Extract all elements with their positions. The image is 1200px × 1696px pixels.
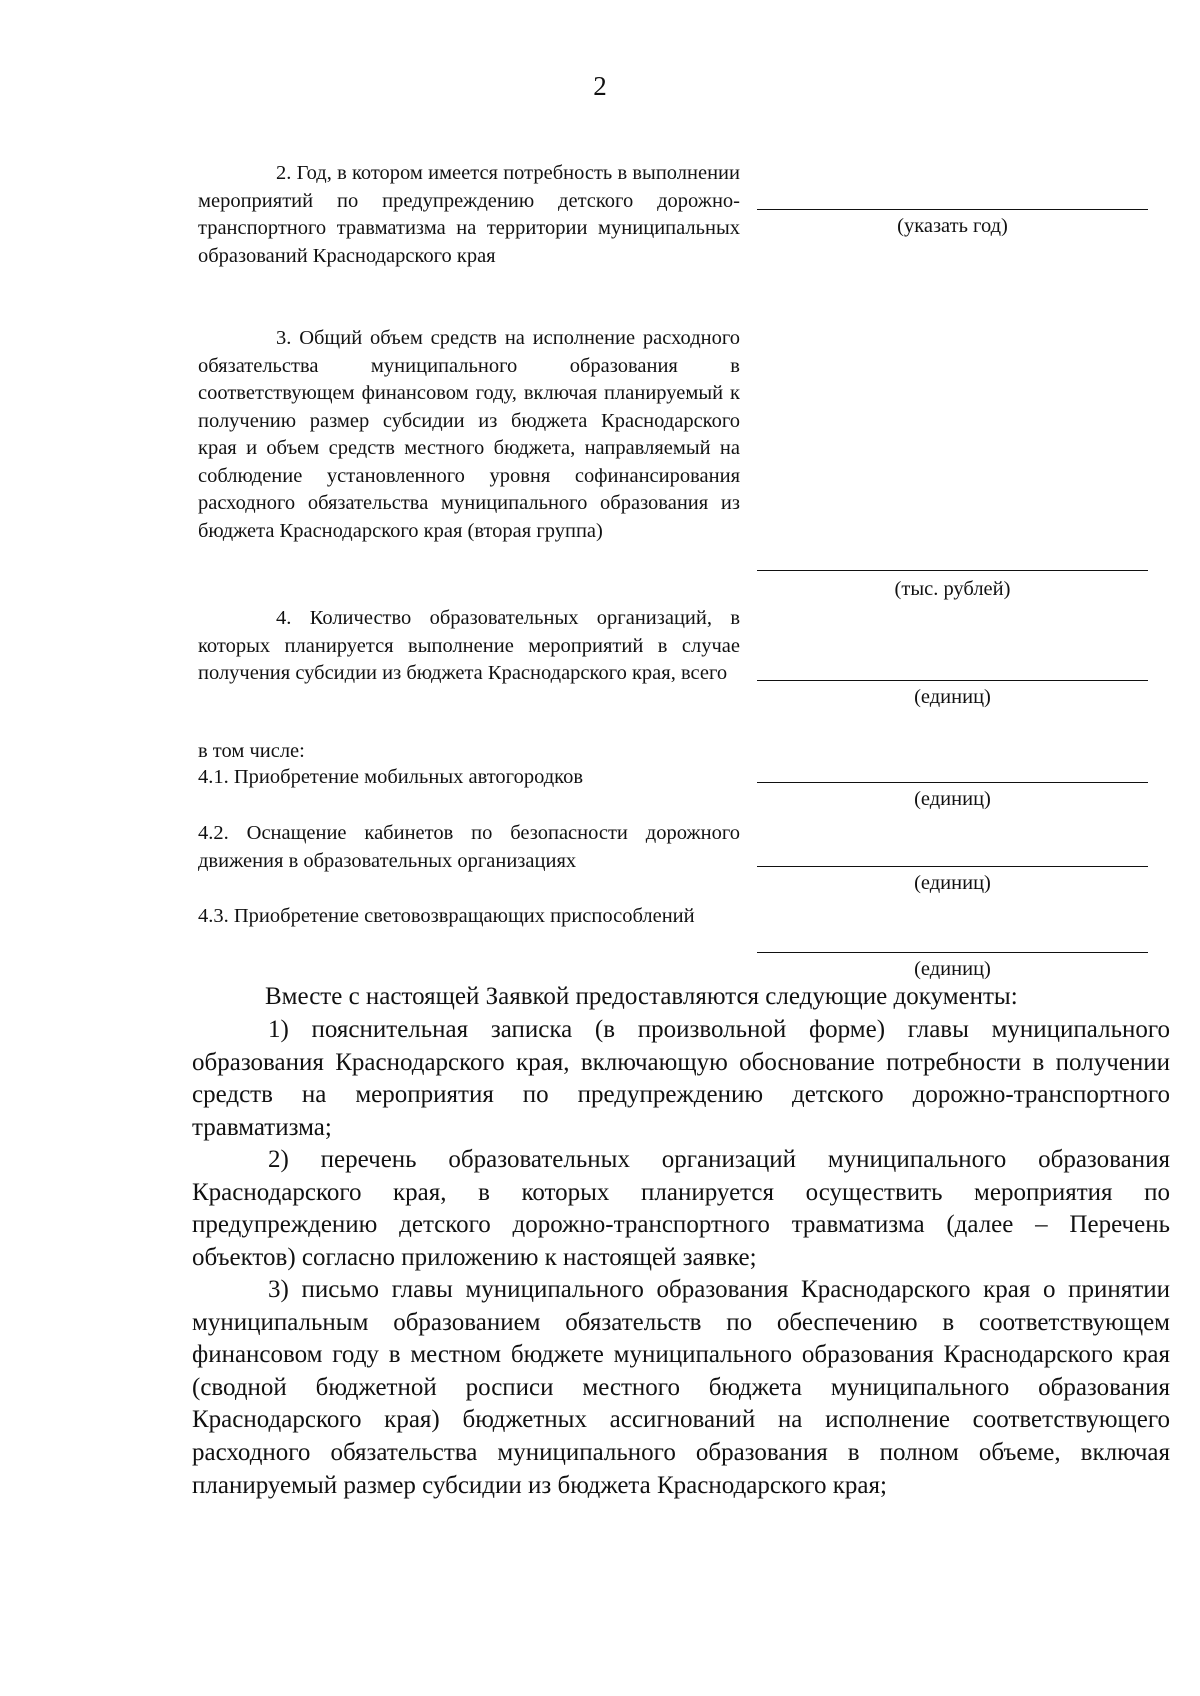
- fill-line-reflective-devices[interactable]: [757, 952, 1148, 953]
- unit-label-mobile-autotowns: (единиц): [914, 788, 991, 810]
- form-item-org-count: 4. Количество образовательных организаций, в которых планируется выполнение мероприятий в случае получения субсидии из бюджета Краснодарского края, всего: [198, 607, 740, 684]
- document-item-1: 1) пояснительная записка (в произвольной форме) главы муниципального образования Краснодарского края, включающую обоснование потребности в получении средств на мероприятия по предупреждению детского дорожно-транспортного травматизма;: [192, 1016, 1170, 1141]
- fill-line-year[interactable]: [757, 209, 1148, 210]
- document-item-3: 3) письмо главы муниципального образования Краснодарского края о принятии муниципальным образованием обязательств по обеспечению в соответствующем финансовом году в местном бюджете муниципального образования Краснодарского края (сводной бюджетной росписи местного бюджета муниципального образования Краснодарского края) бюджетных ассигнований на исполнение соответствующего расходного обязательства муниципального образования в полном объеме, включая планируемый размер субсидии из бюджета Краснодарского края;: [192, 1276, 1170, 1499]
- page-number: 2: [593, 71, 607, 101]
- unit-label-total-funds: (тыс. рублей): [894, 578, 1011, 600]
- form-item-mobile-autotowns: 4.1. Приобретение мобильных автогородков: [198, 766, 584, 788]
- unit-label-reflective-devices: (единиц): [914, 958, 991, 980]
- unit-label-year: (указать год): [897, 215, 1008, 237]
- document-item-2: 2) перечень образовательных организаций муниципального образования Краснодарского края, в которых планируется осуществить мероприятия по предупреждению детского дорожно-транспортного травматизма (далее – Перечень объектов) согласно приложению к настоящей заявке;: [192, 1146, 1170, 1271]
- fill-line-total-funds[interactable]: [757, 570, 1148, 571]
- form-item-reflective-devices: 4.3. Приобретение световозвращающих приспособлений: [198, 905, 695, 927]
- fill-line-safety-classrooms[interactable]: [757, 866, 1148, 867]
- unit-label-safety-classrooms: (единиц): [914, 872, 991, 894]
- form-item-including: в том числе:: [198, 740, 305, 762]
- form-item-total-funds: 3. Общий объем средств на исполнение расходного обязательства муниципального образования в соответствующем финансовом году, включая планируемый к получению размер субсидии из бюджета Краснодарского края и объем средств местного бюджета, направляемый на соблюдение установленного уровня софинансирования расходного обязательства муниципального образования из бюджета Краснодарского края (вторая группа): [198, 327, 740, 542]
- unit-label-org-count: (единиц): [914, 686, 991, 708]
- documents-intro: Вместе с настоящей Заявкой предоставляются следующие документы:: [265, 983, 1018, 1010]
- fill-line-org-count[interactable]: [757, 680, 1148, 681]
- form-item-safety-classrooms: 4.2. Оснащение кабинетов по безопасности дорожного движения в образовательных организациях: [198, 822, 740, 872]
- fill-line-mobile-autotowns[interactable]: [757, 782, 1148, 783]
- form-item-year: 2. Год, в котором имеется потребность в выполнении мероприятий по предупреждению детского дорожно-транспортного травматизма на территории муниципальных образований Краснодарского края: [198, 162, 740, 267]
